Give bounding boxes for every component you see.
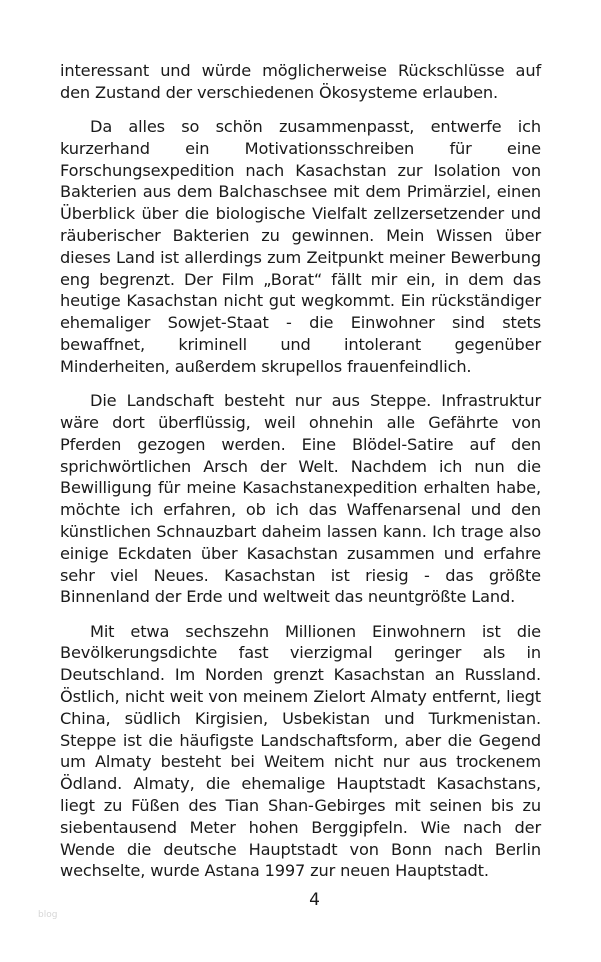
paragraph-2: Da alles so schön zusammenpasst, entwerfe ich kurzerhand ein Motivationsschreiben für eine Forschungsexpedition nach Kasachstan zur Isolation von Bakterien aus dem Balchaschsee mit dem Primärziel, einen Überblick über die biologische Vielfalt zellzersetzender und räuberischer Bakterien zu gewinnen. Mein Wissen über dieses Land ist allerdings zum Zeitpunkt meiner Bewerbung eng begrenzt. Der Film „Borat“ fällt mir ein, in dem das heutige Kasachstan nicht gut wegkommt. Ein rückständiger ehemaliger Sowjet-Staat - die Einwohner sind stets bewaffnet, kriminell und intolerant gegenüber Minderheiten, außerdem skrupellos frauenfeindlich. <box>60 117 541 376</box>
paragraph-1: interessant und würde möglicherweise Rückschlüsse auf den Zustand der verschiedenen Ökosysteme erlauben. <box>60 61 541 102</box>
paragraph-4: Mit etwa sechszehn Millionen Einwohnern ist die Bevölkerungsdichte fast vierzigmal geringer als in Deutschland. Im Norden grenzt Kasachstan an Russland. Östlich, nicht weit von meinem Zielort Almaty entfernt, liegt China, südlich Kirgisien, Usbekistan und Turkmenistan. Steppe ist die häufigste Landschaftsform, aber die Gegend um Almaty besteht bei Weitem nicht nur aus trockenem Ödland. Almaty, die ehemalige Hauptstadt Kasachstans, liegt zu Füßen des Tian Shan-Gebirges mit seinen bis zu siebentausend Meter hohen Berggipfeln. Wie nach der Wende die deutsche Hauptstadt von Bonn nach Berlin wechselte, wurde Astana 1997 zur neuen Hauptstadt. <box>60 621 541 881</box>
page-number: 4 <box>309 890 320 910</box>
paragraph-3: Die Landschaft besteht nur aus Steppe. Infrastruktur wäre dort überflüssig, weil ohnehin alle Gefährte von Pferden gezogen werden. Eine Blödel-Satire auf den sprichwörtlichen Arsch der Welt. Nachdem ich nun die Bewilligung für meine Kasachstanexpedition erhalten habe, möchte ich erfahren, ob ich das Waffenarsenal und den künstlichen Schnauzbart daheim lassen kann. Ich trage also einige Eckdaten über Kasachstan zusammen und erfahre sehr viel Neues. Kasachstan ist riesig - das größte Binnenland der Erde und weltweit das neuntgrößte Land. <box>60 391 541 607</box>
body-text <box>60 60 541 895</box>
watermark: blog <box>38 910 58 920</box>
